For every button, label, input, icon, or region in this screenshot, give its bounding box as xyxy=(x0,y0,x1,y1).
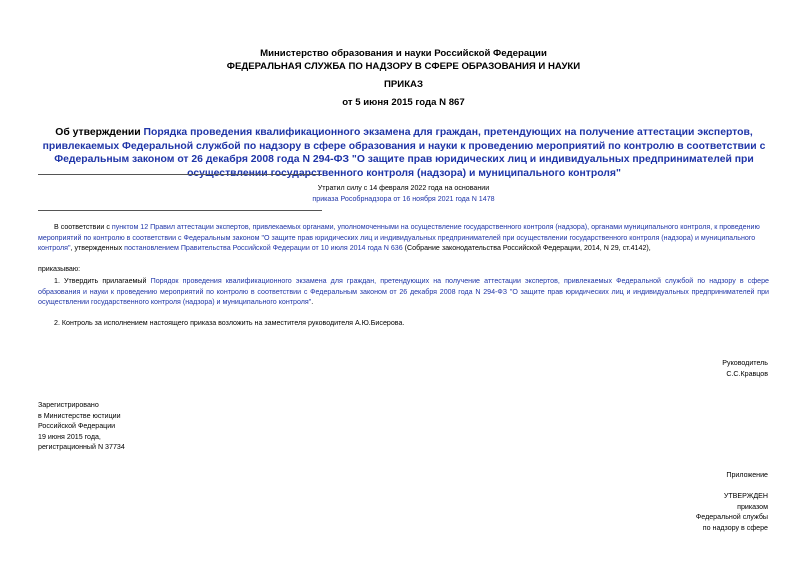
doc-date-number: от 5 июня 2015 года N 867 xyxy=(342,97,465,108)
body-paragraph-1 xyxy=(38,222,769,254)
appendix-line: приказом xyxy=(737,502,768,511)
registration-line: Российской Федерации xyxy=(38,422,116,430)
p1-start: В соответствии с xyxy=(54,223,112,231)
doc-type: ПРИКАЗ xyxy=(384,79,423,90)
appendix-label: Приложение xyxy=(726,471,768,479)
signature-role: Руководитель xyxy=(722,359,768,367)
body-paragraph-3: 2. Контроль за исполнением настоящего приказа возложить на заместителя руководителя А.Ю.Бисерова. xyxy=(54,319,405,327)
registration-line: в Министерстве юстиции xyxy=(38,411,121,420)
order-word: приказываю: xyxy=(38,265,81,273)
p1-decree-link[interactable]: постановлением Правительства Российской Федерации от 10 июля 2014 года N 636 xyxy=(124,244,403,252)
appendix-line: Федеральной службы xyxy=(695,513,768,521)
appendix-line: по надзору в сфере xyxy=(702,523,768,532)
title-prefix: Об утверждении xyxy=(55,127,144,138)
document-title xyxy=(38,126,770,180)
registration-block xyxy=(38,400,298,453)
registration-line: Зарегистрировано xyxy=(38,401,99,409)
p2-procedure-link[interactable]: Порядок проведения квалификационного экзамена для граждан, претендующих на получение аттестации экспертов, привлекаемых Федеральной службой по надзору в сфере образования и науки к проведению мероприятий по контролю в соответствии с Федеральным законом от 26 декабря 2008 года N 294-ФЗ "О защите прав юридических лиц и индивидуальных предпринимателей при осуществлении государственного контроля (надзора) и муниципального контроля" xyxy=(38,277,769,306)
status-block xyxy=(0,183,807,204)
registration-line: 19 июня 2015 года, xyxy=(38,432,101,441)
title-link[interactable]: Порядка проведения квалификационного экзамена для граждан, претендующих на получение аттестации экспертов, привлекаемых Федеральной службой по надзору в сфере образования и науки к проведению мероприятий по контролю в соответствии с Федеральным законом от 26 декабря 2008 года N 294-ФЗ "О защите прав юридических лиц и индивидуальных предпринимателей при осуществлении государственного контроля (надзора) и муниципального контроля" xyxy=(42,127,766,179)
ministry-name: Министерство образования и науки Российской Федерации xyxy=(260,48,547,59)
p1-mid: , утвержденных xyxy=(70,244,125,252)
service-name: ФЕДЕРАЛЬНАЯ СЛУЖБА ПО НАДЗОРУ В СФЕРЕ ОБРАЗОВАНИЯ И НАУКИ xyxy=(226,61,581,72)
p2-end: . xyxy=(311,298,314,306)
body-paragraph-2 xyxy=(38,276,769,308)
status-rule-top xyxy=(38,174,322,175)
p1-rules-link[interactable]: пунктом 12 Правил аттестации экспертов, привлекаемых органами, уполномоченными на осуществление государственного контроля (надзора), органами муниципального контроля, к проведению мероприятий по контролю в соответствии с Федеральным законом "О защите прав юридических лиц и индивидуальных предпринимателей при осуществлении государственного контроля (надзора) и муниципального контроля" xyxy=(38,223,760,252)
appendix-approved: УТВЕРЖДЕН xyxy=(723,492,768,500)
p2-start: 1. Утвердить прилагаемый xyxy=(54,277,151,285)
appendix-block xyxy=(540,491,768,533)
signature-block xyxy=(540,358,768,379)
signature-name: С.С.Кравцов xyxy=(726,369,768,378)
registration-line: регистрационный N 37734 xyxy=(38,443,125,451)
status-line: Утратил силу с 14 февраля 2022 года на основании xyxy=(317,184,490,192)
document-header xyxy=(0,47,807,73)
status-rule-bottom xyxy=(38,210,322,211)
status-link[interactable]: приказа Рособрнадзора от 16 ноября 2021 года N 1478 xyxy=(312,194,495,203)
p1-end: (Собрание законодательства Российской Федерации, 2014, N 29, ст.4142), xyxy=(402,244,651,252)
